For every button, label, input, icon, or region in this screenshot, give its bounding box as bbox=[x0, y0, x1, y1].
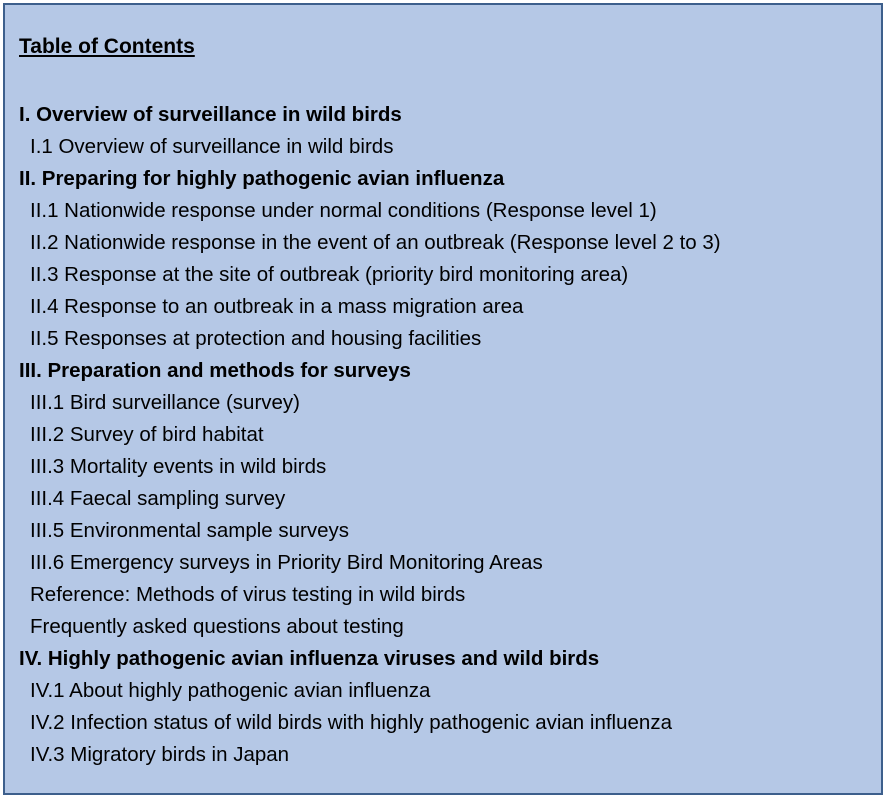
toc-title: Table of Contents bbox=[19, 35, 195, 58]
toc-subsection-item: Frequently asked questions about testing bbox=[30, 615, 404, 638]
toc-subsection-item: IV.3 Migratory birds in Japan bbox=[30, 743, 290, 766]
toc-subsection-item: III.5 Environmental sample surveys bbox=[30, 519, 350, 542]
table-of-contents-panel bbox=[3, 3, 883, 795]
toc-section-heading: II. Preparing for highly pathogenic avian influenza bbox=[19, 167, 505, 190]
toc-subsection-item: II.3 Response at the site of outbreak (priority bird monitoring area) bbox=[30, 263, 629, 286]
toc-subsection-item: III.6 Emergency surveys in Priority Bird Monitoring Areas bbox=[30, 551, 543, 574]
toc-subsection-item: III.4 Faecal sampling survey bbox=[30, 487, 286, 510]
toc-subsection-item: III.3 Mortality events in wild birds bbox=[30, 455, 327, 478]
toc-subsection-item: II.2 Nationwide response in the event of an outbreak (Response level 2 to 3) bbox=[30, 231, 721, 254]
toc-subsection-item: III.1 Bird surveillance (survey) bbox=[30, 391, 301, 414]
toc-subsection-item: II.5 Responses at protection and housing facilities bbox=[30, 327, 482, 350]
toc-subsection-item: III.2 Survey of bird habitat bbox=[30, 423, 264, 446]
toc-section-heading: III. Preparation and methods for surveys bbox=[19, 359, 411, 382]
toc-subsection-item: IV.2 Infection status of wild birds with highly pathogenic avian influenza bbox=[30, 711, 672, 734]
toc-list bbox=[19, 99, 721, 771]
toc-subsection-item: Reference: Methods of virus testing in wild birds bbox=[30, 583, 466, 606]
toc-section-heading: I. Overview of surveillance in wild birds bbox=[19, 103, 402, 126]
toc-section-heading: IV. Highly pathogenic avian influenza viruses and wild birds bbox=[19, 647, 600, 670]
toc-subsection-item: IV.1 About highly pathogenic avian influenza bbox=[30, 679, 431, 702]
toc-subsection-item: II.4 Response to an outbreak in a mass migration area bbox=[30, 295, 524, 318]
toc-subsection-item: II.1 Nationwide response under normal conditions (Response level 1) bbox=[30, 199, 657, 222]
toc-subsection-item: I.1 Overview of surveillance in wild birds bbox=[30, 135, 394, 158]
